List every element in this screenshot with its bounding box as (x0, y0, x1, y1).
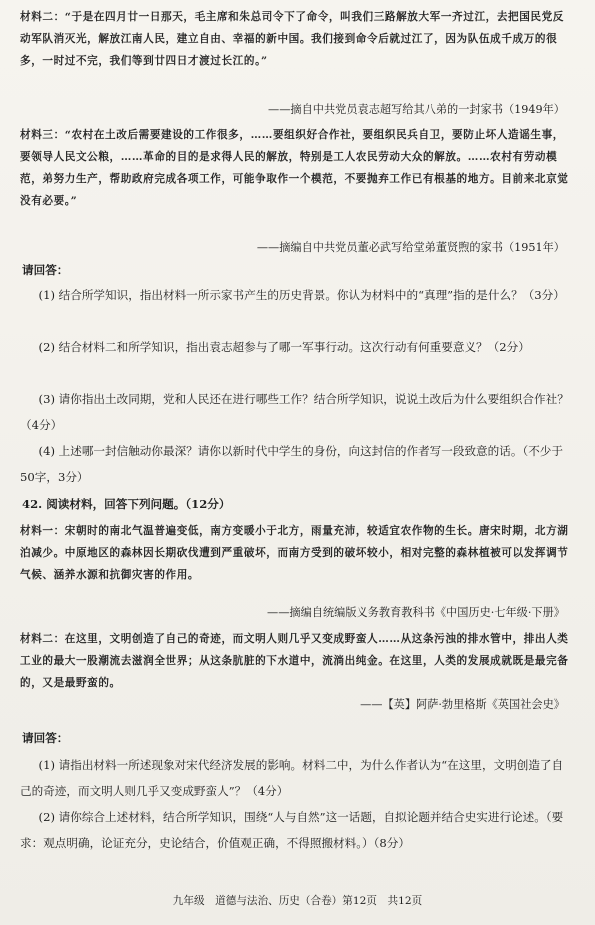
material-label: 材料二： (20, 633, 65, 645)
material-3-source: ——摘编自中共党员董必武写给堂弟董贤煦的家书（1951年） (256, 241, 565, 254)
material-text: 在这里，文明创造了自己的奇迹，而文明人则几乎又变成野蛮人……从这条污浊的排水管中，排出人类工业的最大一股潮流去滋润全世界；从这条肮脏的下水道中，流淌出纯金。在这里，人类的发展成就既是最完备的，又是最野蛮的。 (20, 633, 569, 689)
material-text: “农村在土改后需要建设的工作很多，……要组织好合作社，要组织民兵自卫，要防止坏人造谣生事，要领导人民文公粮，……革命的目的是求得人民的解放，特别是工人农民劳动大众的解放。……农村有劳动模范，弟努力生产，帮助政府完成各项工作，可能争取作一个模范，不要抛弃工作已有根基的地方。目前来北京觉没有必要。” (20, 129, 569, 207)
question-41-3: (3) 请你指出土改同期，党和人民还在进行哪些工作？结合所学知识，说说土改后为什么要组织合作社？（4分） (20, 392, 569, 432)
material-2-source: ——摘自中共党员袁志超写给其八弟的一封家书（1949年） (268, 103, 565, 116)
q42-material-2 (20, 628, 575, 694)
material-label: 材料二： (20, 11, 65, 23)
question-42-title: 42. 阅读材料，回答下列问题。（12分） (22, 497, 231, 511)
question-41-4: (4) 上述哪一封信触动你最深？请你以新时代中学生的身份，向这封信的作者写一段致意的话。（不少于50字，3分） (20, 444, 563, 484)
question-42-1: (1) 请指出材料一所述现象对宋代经济发展的影响。材料二中，为什么作者认为“在这里，文明创造了自己的奇迹，而文明人则几乎又变成野蛮人”？（4分） (20, 758, 564, 798)
question-42-2: (2) 请你综合上述材料，结合所学知识，围绕“人与自然”这一话题，自拟论题并结合史实进行论述。（要求：观点明确，论证充分，史论结合，价值观正确，不得照搬材料。）（8分） (20, 810, 564, 850)
material-text: “于是在四月廿一日那天，毛主席和朱总司令下了命令，叫我们三路解放大军一齐过江，去把国民党反动军队消灭光，解放江南人民，建立自由、幸福的新中国。我们接到命令后就过江了，因为队伍成千成万的很多，一时过不完，我们等到廿四日才渡过长江的。” (20, 11, 564, 67)
q42-material-1 (20, 520, 575, 586)
q42-material-1-source: ——摘编自统编版义务教育教科书《中国历史·七年级·下册》 (267, 606, 565, 619)
page-footer: 九年级 道德与法治、历史（合卷）第12页 共12页 (172, 895, 423, 907)
material-2-letter (20, 6, 575, 72)
question-41-1: (1) 结合所学知识，指出材料一所示家书产生的历史背景。你认为材料中的“真理”指的是什么？（3分） (38, 288, 565, 302)
ask-heading: 请回答： (22, 731, 69, 745)
q42-material-2-source: ——【英】阿萨·勃里格斯《英国社会史》 (360, 698, 565, 711)
material-label: 材料一： (20, 525, 65, 537)
material-text: 宋朝时的南北气温普遍变低，南方变暖小于北方，雨量充沛，较适宜农作物的生长。唐宋时期，北方湖泊减少。中原地区的森林因长期砍伐遭到严重破坏，而南方受到的破坏较小，相对完整的森林植被可以发挥调节气候、涵养水源和抗御灾害的作用。 (20, 525, 569, 581)
material-label: 材料三： (20, 129, 65, 141)
material-3-letter (20, 124, 575, 212)
question-41-2: (2) 结合材料二和所学知识，指出袁志超参与了哪一军事行动。这次行动有何重要意义？（2分） (38, 340, 530, 354)
ask-heading: 请回答： (22, 263, 69, 277)
